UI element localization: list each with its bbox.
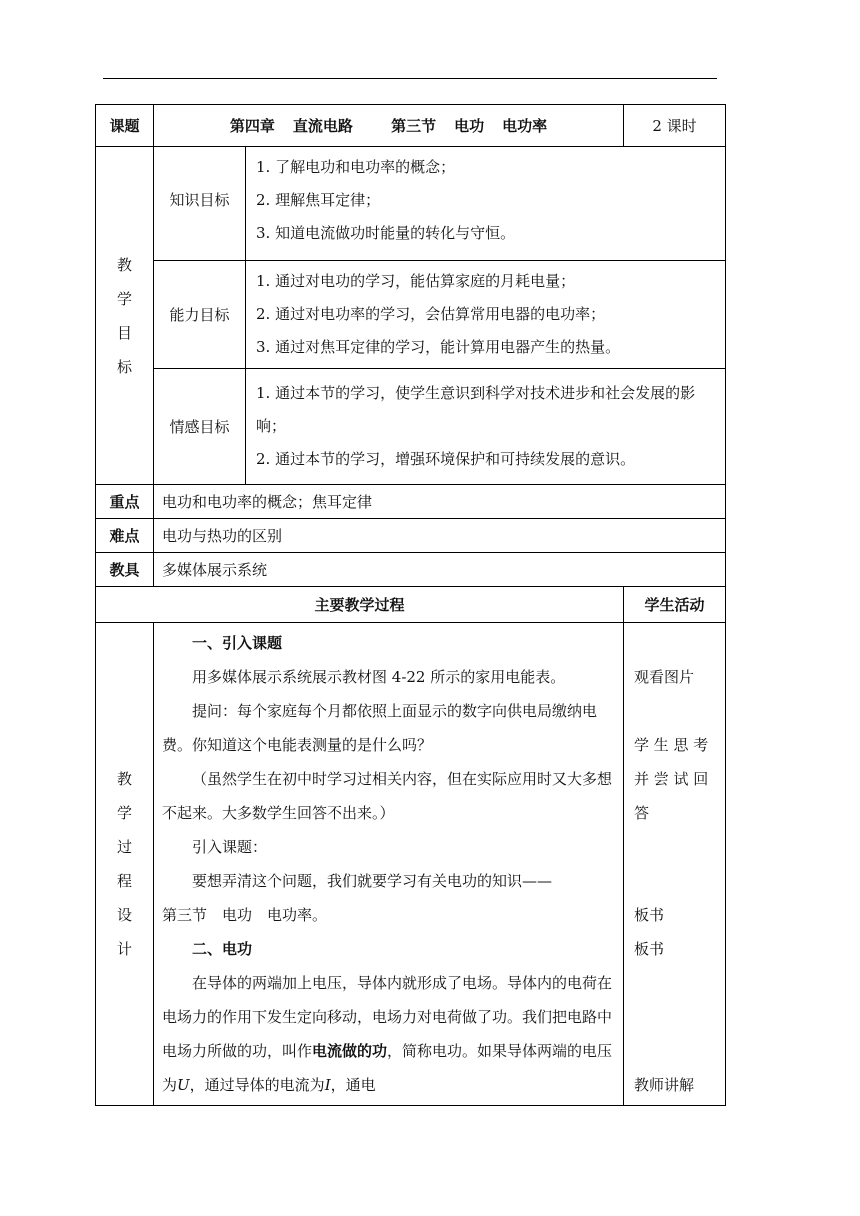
key-points-value: 电功和电功率的概念；焦耳定律	[154, 485, 726, 519]
process-content	[154, 623, 624, 1106]
tools-value: 多媒体展示系统	[154, 553, 726, 587]
difficulties-row	[96, 519, 726, 553]
lesson-hours: 2 课时	[624, 105, 726, 147]
objectives-label: 教 学 目 标	[96, 147, 154, 485]
activity-item: 答	[634, 804, 650, 822]
section-heading-intro: 一、引入课题	[192, 634, 283, 652]
activity-item: 学 生 思 考	[634, 736, 709, 754]
emotion-items: 1. 通过本节的学习，使学生意识到科学对技术进步和社会发展的影响； 2. 通过本节的学习，增强环境保护和可持续发展的意识。	[246, 369, 726, 485]
activity-item: 教师讲解	[634, 1076, 695, 1094]
emotion-label: 情感目标	[154, 369, 246, 485]
lesson-title: 第四章 直流电路 第三节 电功 电功率	[154, 105, 624, 147]
section-heading-electric-work: 二、电功	[192, 940, 253, 958]
tools-label: 教具	[96, 553, 154, 587]
ability-items: 1. 通过对电功的学习，能估算家庭的月耗电量； 2. 通过对电功率的学习，会估算常用电器的电功率； 3. 通过对焦耳定律的学习，能计算用电器产生的热量。	[246, 261, 726, 369]
knowledge-items: 1. 了解电功和电功率的概念； 2. 理解焦耳定律； 3. 知道电流做功时能量的转化与守恒。	[246, 147, 726, 261]
process-header-row	[96, 587, 726, 623]
paragraph: 在导体的两端加上电压，导体内就形成了电场。导体内的电荷在电场力的作用下发生定向移动，电场力对电荷做了功。我们把电路中电场力所做的功，叫作电流做的功，简称电功。如果导体两端的电压为U，通过导体的电流为I，通电	[162, 974, 613, 1094]
tools-row	[96, 553, 726, 587]
difficulties-label: 难点	[96, 519, 154, 553]
ability-label: 能力目标	[154, 261, 246, 369]
process-header-main: 主要教学过程	[96, 587, 624, 623]
paragraph: 引入课题：	[192, 838, 268, 856]
activity-column	[624, 623, 726, 1106]
topic-label: 课题	[96, 105, 154, 147]
difficulties-value: 电功与热功的区别	[154, 519, 726, 553]
paragraph: 用多媒体展示系统展示教材图 4-22 所示的家用电能表。	[192, 668, 566, 686]
objective-knowledge-row	[96, 147, 726, 261]
paragraph: 提问：每个家庭每个月都依照上面显示的数字向供电局缴纳电费。你知道这个电能表测量的是什么吗？	[162, 702, 598, 754]
key-points-label: 重点	[96, 485, 154, 519]
activity-item: 板书	[634, 906, 665, 924]
process-header-activity: 学生活动	[624, 587, 726, 623]
header-rule	[103, 78, 717, 79]
paragraph: 要想弄清这个问题，我们就要学习有关电功的知识—— 第三节 电功 电功率。	[162, 872, 553, 924]
key-points-row	[96, 485, 726, 519]
process-row	[96, 623, 726, 1106]
activity-item: 并 尝 试 回	[634, 770, 709, 788]
title-row	[96, 105, 726, 147]
process-label: 教 学 过 程 设 计	[96, 623, 154, 1106]
objective-emotion-row	[96, 369, 726, 485]
knowledge-label: 知识目标	[154, 147, 246, 261]
paragraph: （虽然学生在初中时学习过相关内容，但在实际应用时又大多想不起来。大多数学生回答不出来。）	[162, 770, 613, 822]
activity-item: 观看图片	[634, 668, 695, 686]
lesson-plan-table	[95, 104, 726, 1106]
objective-ability-row	[96, 261, 726, 369]
activity-item: 板书	[634, 940, 665, 958]
